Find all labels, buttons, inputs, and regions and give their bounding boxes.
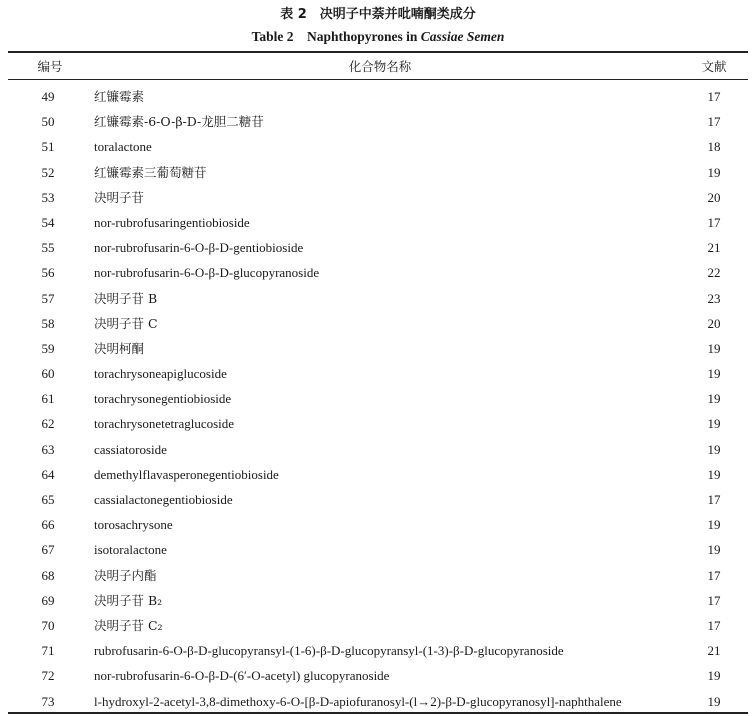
reference-number: 17	[707, 214, 721, 230]
reference-number: 19	[707, 366, 721, 382]
row-number: 58	[41, 315, 55, 331]
row-number: 68	[41, 567, 55, 583]
row-number: 65	[41, 492, 55, 507]
row-number: 55	[41, 240, 55, 256]
reference-number: 19	[707, 668, 721, 684]
row-number: 57	[41, 290, 55, 306]
compound-name: nor-rubrofusaringentiobioside	[94, 214, 250, 230]
row-number: 49	[41, 89, 55, 104]
table-row	[0, 336, 756, 361]
table-row	[0, 689, 756, 714]
compound-name: toralactone	[94, 139, 152, 155]
row-number: 64	[41, 466, 55, 482]
reference-number: 19	[707, 693, 721, 709]
reference-number: 19	[707, 340, 721, 356]
reference-number: 19	[707, 466, 721, 482]
row-number: 52	[41, 164, 55, 180]
table-row	[0, 361, 756, 386]
compound-name: torachrysonegentiobioside	[94, 391, 232, 407]
table-row	[0, 512, 756, 537]
table-row	[0, 638, 756, 663]
row-number: 60	[41, 366, 55, 382]
row-number: 69	[41, 592, 55, 608]
reference-number: 20	[707, 315, 721, 331]
row-number: 53	[41, 189, 55, 205]
row-number: 51	[41, 139, 55, 155]
compound-name: 决明子苷	[94, 189, 145, 205]
reference-number: 19	[707, 542, 721, 558]
table-row	[0, 437, 756, 462]
table-row	[0, 134, 756, 159]
table-row	[0, 563, 756, 588]
reference-number: 17	[707, 592, 721, 608]
table-header-rule	[8, 79, 748, 80]
reference-number: 21	[707, 643, 721, 659]
table-row	[0, 663, 756, 688]
compound-name: nor-rubrofusarin-6-O-β-D-(6′-O-acetyl) glucopyranoside	[94, 668, 390, 684]
table-row	[0, 160, 756, 185]
compound-name: 决明子苷 C	[94, 315, 158, 331]
table-title-chinese: 表 2 决明子中萘并吡喃酮类成分	[280, 7, 476, 22]
table-row	[0, 411, 756, 436]
table-title-english-prefix: Table 2 Naphthopyrones in	[251, 29, 421, 44]
reference-number: 19	[707, 164, 721, 180]
compound-name: torachrysonetetraglucoside	[94, 416, 235, 432]
table-row	[0, 235, 756, 260]
row-number: 61	[41, 391, 55, 407]
table-row	[0, 185, 756, 210]
reference-number: 23	[707, 290, 721, 306]
reference-number: 17	[707, 567, 721, 583]
table-row	[0, 311, 756, 336]
row-number: 50	[41, 114, 55, 130]
compound-name: torosachrysone	[94, 517, 173, 533]
reference-number: 19	[707, 416, 721, 432]
table-row	[0, 210, 756, 235]
row-number: 62	[41, 416, 55, 432]
row-number: 67	[41, 542, 55, 558]
reference-number: 17	[707, 114, 721, 130]
table-row	[0, 84, 756, 109]
row-number: 72	[41, 668, 55, 684]
compound-name: 决明子苷 B	[94, 290, 158, 306]
reference-number: 19	[707, 391, 721, 407]
table-bottom-rule	[8, 712, 748, 714]
compound-name: cassiatoroside	[94, 441, 167, 457]
row-number: 73	[41, 693, 55, 709]
row-number: 71	[41, 643, 55, 659]
compound-name: 决明子苷 C₂	[94, 617, 163, 633]
compound-name: rubrofusarin-6-O-β-D-glucopyransyl-(1-6)-β-D-glucopyransyl-(1-3)-β-D-glucopyranoside	[94, 643, 564, 659]
compound-name: isotoralactone	[94, 542, 167, 558]
header-reference: 文献	[701, 59, 727, 74]
compound-name: nor-rubrofusarin-6-O-β-D-glucopyranoside	[94, 265, 320, 281]
table-row	[0, 537, 756, 562]
compound-name: torachrysoneapiglucoside	[94, 366, 227, 382]
reference-number: 20	[707, 189, 721, 205]
reference-number: 18	[707, 139, 721, 155]
compound-name: demethylflavasperonegentiobioside	[94, 466, 279, 482]
table-top-rule	[8, 51, 748, 53]
compound-name: l-hydroxyl-2-acetyl-3,8-dimethoxy-6-O-[β-D-apiofuranosyl-(l→2)-β-D-glucopyranosyl]-naphthalene	[94, 693, 622, 709]
table-row	[0, 386, 756, 411]
table-row	[0, 613, 756, 638]
header-compound-name: 化合物名称	[348, 59, 412, 74]
table-row	[0, 462, 756, 487]
reference-number: 22	[707, 265, 721, 281]
row-number: 56	[41, 265, 55, 281]
table-row	[0, 487, 756, 512]
compound-name: 决明子苷 B₂	[94, 592, 163, 608]
compound-name: 决明子内酯	[94, 567, 157, 583]
table-body	[0, 84, 756, 714]
reference-number: 21	[707, 240, 721, 256]
reference-number: 19	[707, 517, 721, 533]
row-number: 54	[41, 214, 55, 230]
compound-name: 红镰霉素	[94, 89, 145, 104]
table-title-english	[0, 28, 756, 46]
compound-name: 红镰霉素-6-O-β-D-龙胆二糖苷	[94, 114, 264, 130]
header-number: 编号	[37, 59, 63, 74]
compound-name: 决明柯酮	[94, 340, 145, 356]
reference-number: 17	[707, 89, 721, 104]
row-number: 70	[41, 617, 55, 633]
row-number: 63	[41, 441, 55, 457]
reference-number: 19	[707, 441, 721, 457]
row-number: 59	[41, 340, 55, 356]
table-row	[0, 286, 756, 311]
compound-name: cassialactonegentiobioside	[94, 492, 233, 507]
reference-number: 17	[707, 617, 721, 633]
reference-number: 17	[707, 492, 721, 507]
row-number: 66	[41, 517, 55, 533]
table-row	[0, 109, 756, 134]
table-row	[0, 260, 756, 285]
compound-name: 红镰霉素三葡萄糖苷	[94, 164, 207, 180]
table-title-english-italic: Cassiae Semen	[420, 29, 505, 44]
table-row	[0, 588, 756, 613]
compound-name: nor-rubrofusarin-6-O-β-D-gentiobioside	[94, 240, 304, 256]
